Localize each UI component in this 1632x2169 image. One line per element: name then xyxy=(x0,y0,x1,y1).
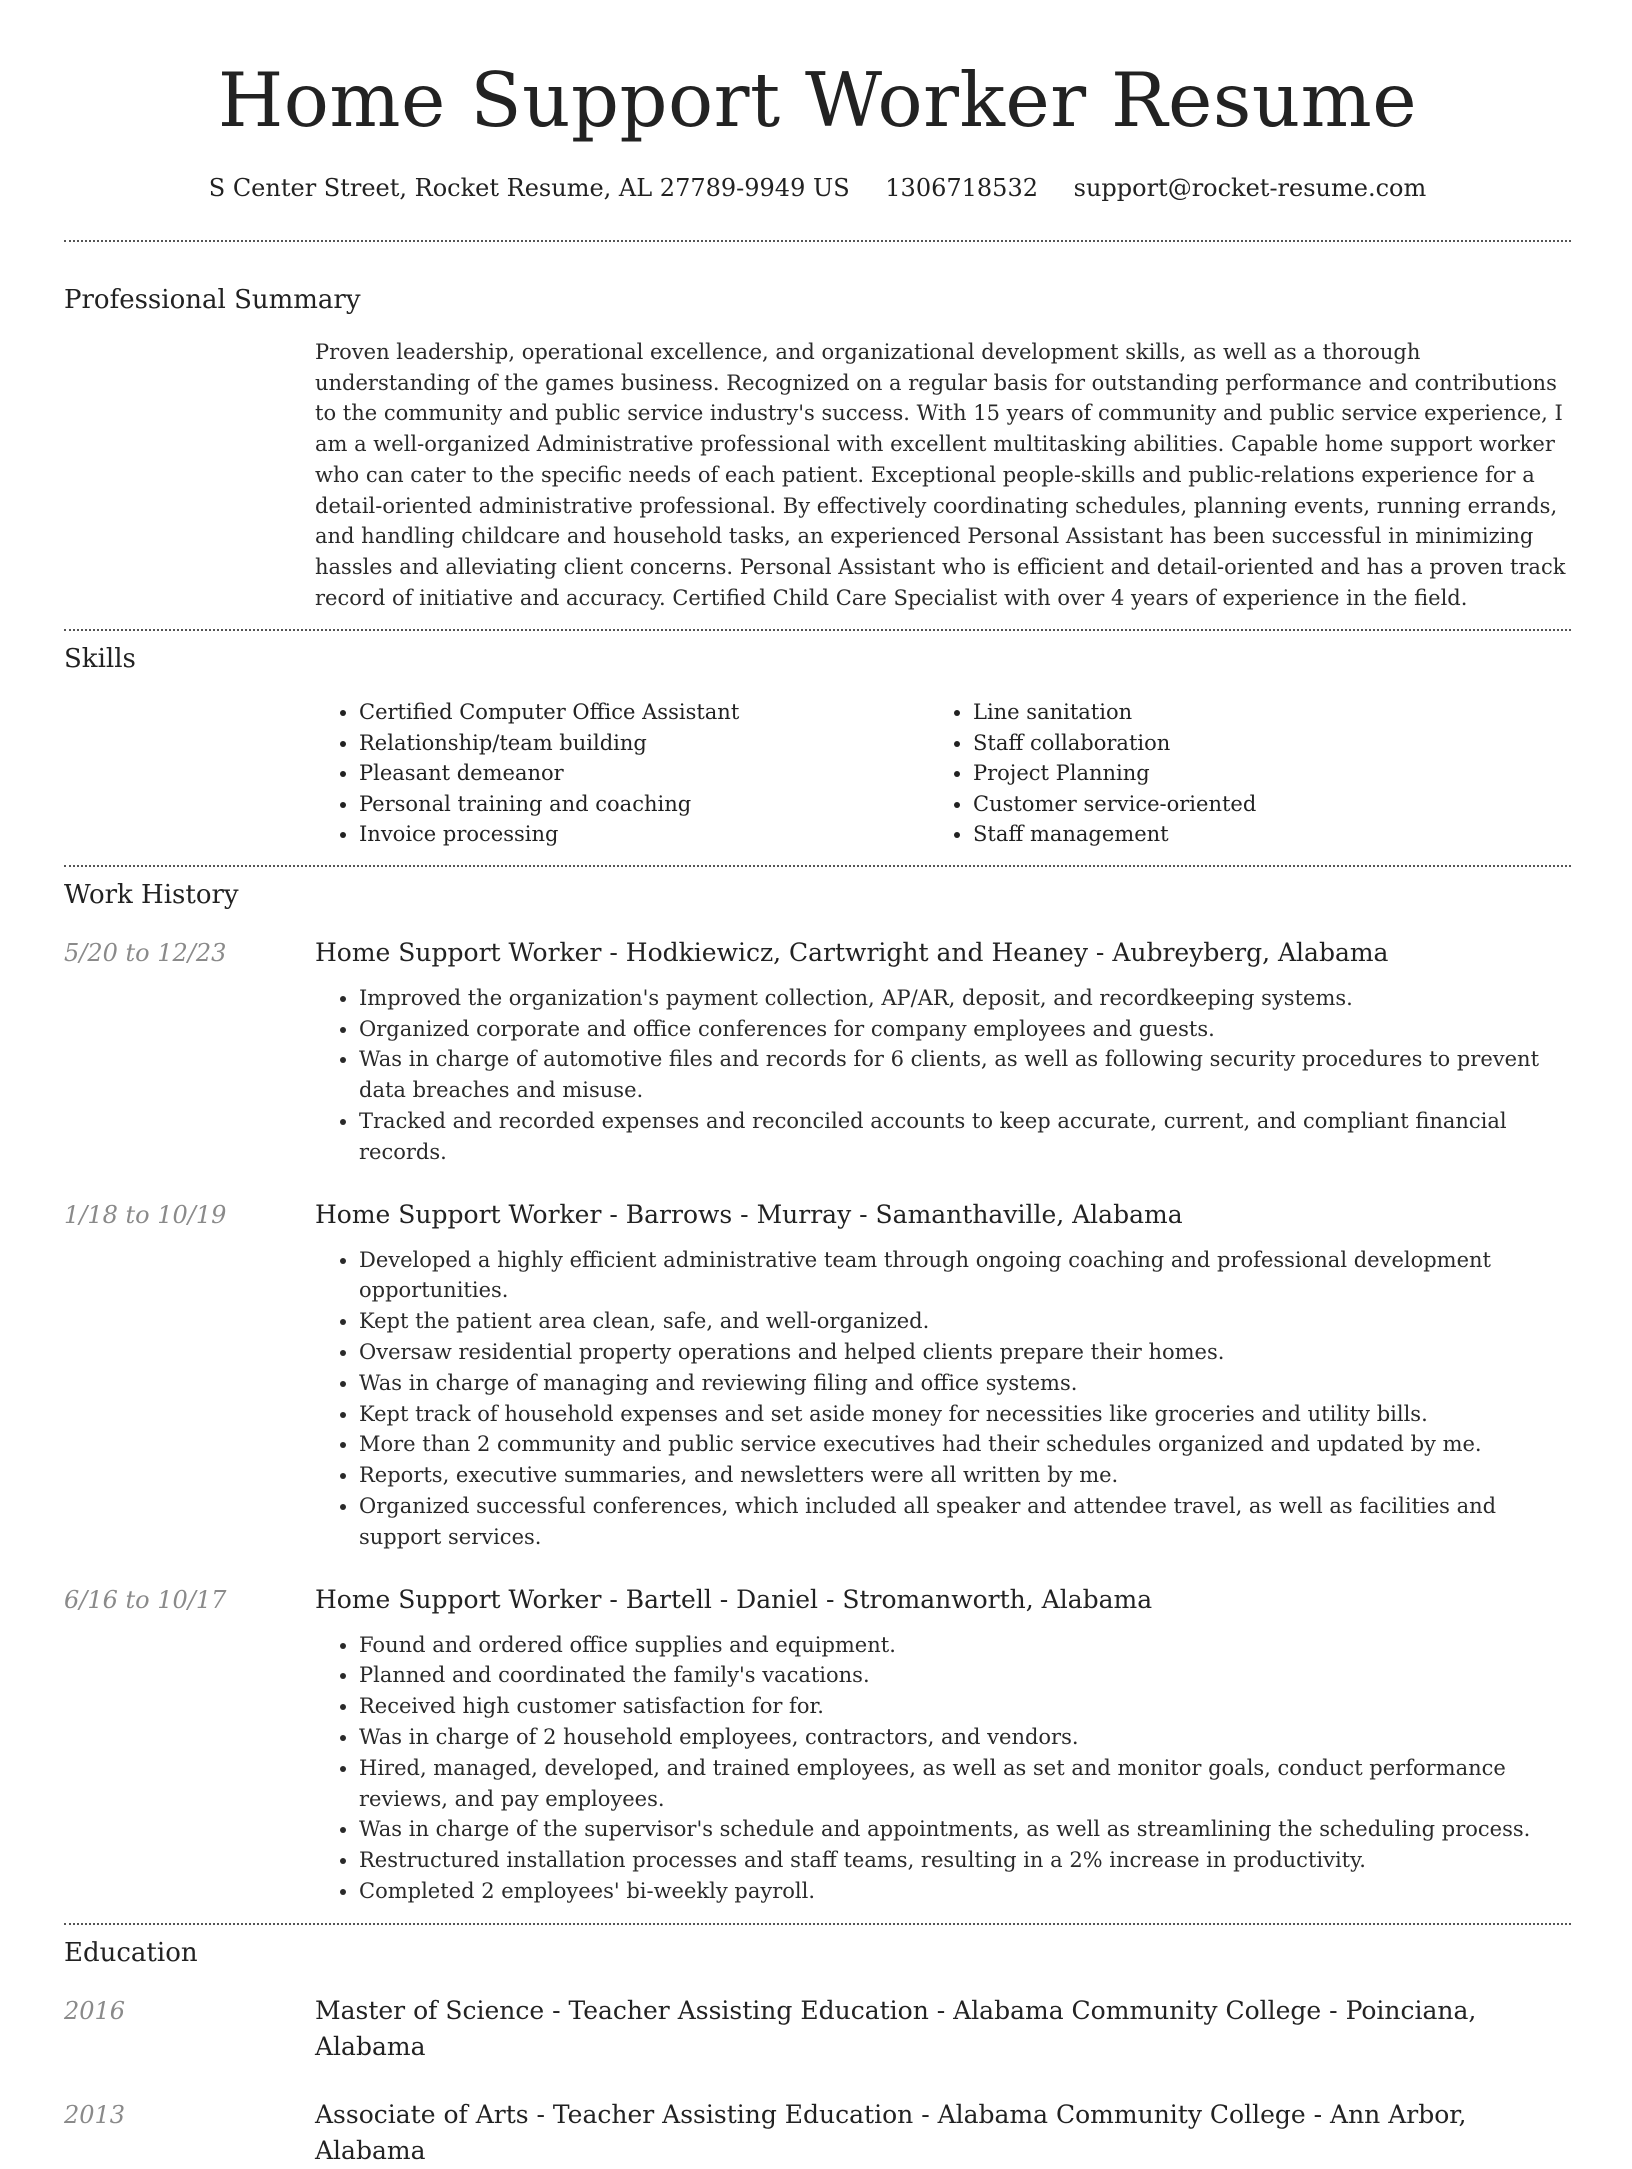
job-dates: 5/20 to 12/23 xyxy=(64,938,227,967)
job-heading: Home Support Worker - Hodkiewicz, Cartwright and Heaney - Aubreyberg, Alabama xyxy=(315,937,1389,967)
list-item: • Planned and coordinated the family's vacations. xyxy=(359,1660,1571,1691)
job-entry xyxy=(64,1197,1571,1553)
list-item: • Improved the organization's payment collection, AP/AR, deposit, and recordkeeping systems. xyxy=(359,983,1571,1014)
email-link[interactable]: support@rocket-resume.com xyxy=(1073,174,1427,202)
section-title-skills: Skills xyxy=(64,644,136,675)
list-item: • Organized corporate and office conferences for company employees and guests. xyxy=(359,1014,1571,1045)
summary-section xyxy=(64,282,1571,613)
skill-item: • Certified Computer Office Assistant xyxy=(359,697,929,728)
divider xyxy=(64,1923,1571,1925)
list-item: • Kept track of household expenses and set aside money for necessities like groceries and utility bills. xyxy=(359,1399,1571,1430)
job-dates: 6/16 to 10/17 xyxy=(64,1585,227,1614)
summary-text: Proven leadership, operational excellence, and organizational development skills, as well as a thorough understanding of the games business. Recognized on a regular basis for outstanding performance and contributions to the community and public service industry's success. With 15 years of community and public service experience, I am a well-organized Administrative professional with excellent multitasking abilities. Capable home support worker who can cater to the specific needs of each patient. Exceptional people-skills and public-relations experience for a detail-oriented administrative professional. By effectively coordinating schedules, planning events, running errands, and handling childcare and household tasks, an experienced Personal Assistant has been successful in minimizing hassles and alleviating client concerns. Personal Assistant who is efficient and detail-oriented and has a proven track record of initiative and accuracy. Certified Child Care Specialist with over 4 years of experience in the field. xyxy=(315,340,1566,610)
skill-item: • Personal training and coaching xyxy=(359,789,929,820)
resume-title: Home Support Worker Resume xyxy=(217,56,1418,144)
job-bullets xyxy=(315,1630,1571,1907)
work-history-section xyxy=(64,877,1571,1907)
skill-item: • Staff management xyxy=(973,819,1543,850)
job-heading: Home Support Worker - Bartell - Daniel - Stromanworth, Alabama xyxy=(315,1584,1153,1614)
section-title-work: Work History xyxy=(64,879,239,910)
skills-list-right xyxy=(929,697,1543,850)
education-entry xyxy=(64,2097,1571,2169)
phone-text: 1306718532 xyxy=(885,174,1038,202)
education-heading: Master of Science - Teacher Assisting Education - Alabama Community College - Poinciana, Alabama xyxy=(315,1995,1477,2061)
job-heading: Home Support Worker - Barrows - Murray - Samanthaville, Alabama xyxy=(315,1199,1183,1229)
divider xyxy=(64,865,1571,867)
job-entry xyxy=(64,1582,1571,1907)
education-heading: Associate of Arts - Teacher Assisting Education - Alabama Community College - Ann Arbor, Alabama xyxy=(315,2099,1467,2165)
list-item: • More than 2 community and public service executives had their schedules organized and updated by me. xyxy=(359,1429,1571,1460)
contact-line xyxy=(64,170,1571,206)
skill-item: • Relationship/team building xyxy=(359,728,929,759)
address-text: S Center Street, Rocket Resume, AL 27789-9949 US xyxy=(208,174,850,202)
list-item: • Reports, executive summaries, and newsletters were all written by me. xyxy=(359,1460,1571,1491)
list-item: • Completed 2 employees' bi-weekly payroll. xyxy=(359,1876,1571,1907)
list-item: • Was in charge of managing and reviewing filing and office systems. xyxy=(359,1368,1571,1399)
job-bullets xyxy=(315,983,1571,1168)
list-item: • Was in charge of the supervisor's schedule and appointments, as well as streamlining the scheduling process. xyxy=(359,1814,1571,1845)
list-item: • Developed a highly efficient administrative team through ongoing coaching and professional development opportunities. xyxy=(359,1245,1571,1307)
list-item: • Kept the patient area clean, safe, and well-organized. xyxy=(359,1306,1571,1337)
divider xyxy=(64,240,1571,242)
list-item: • Organized successful conferences, which included all speaker and attendee travel, as well as facilities and support services. xyxy=(359,1491,1571,1553)
resume-page xyxy=(64,0,1571,2169)
job-dates: 1/18 to 10/19 xyxy=(64,1200,227,1229)
list-item: • Found and ordered office supplies and equipment. xyxy=(359,1630,1571,1661)
list-item: • Oversaw residential property operations and helped clients prepare their homes. xyxy=(359,1337,1571,1368)
education-year: 2016 xyxy=(64,1996,126,2025)
list-item: • Restructured installation processes and staff teams, resulting in a 2% increase in productivity. xyxy=(359,1845,1571,1876)
section-title-education: Education xyxy=(64,1937,198,1968)
list-item: • Tracked and recorded expenses and reconciled accounts to keep accurate, current, and compliant financial records. xyxy=(359,1106,1571,1168)
education-section xyxy=(64,1935,1571,2169)
list-item: • Was in charge of 2 household employees, contractors, and vendors. xyxy=(359,1722,1571,1753)
list-item: • Was in charge of automotive files and records for 6 clients, as well as following security procedures to prevent data breaches and misuse. xyxy=(359,1044,1571,1106)
section-title-summary: Professional Summary xyxy=(64,285,361,315)
skill-item: • Pleasant demeanor xyxy=(359,758,929,789)
list-item: • Hired, managed, developed, and trained employees, as well as set and monitor goals, conduct performance reviews, and pay employees. xyxy=(359,1753,1571,1815)
education-entry xyxy=(64,1993,1571,2065)
skill-item: • Project Planning xyxy=(973,758,1543,789)
skill-item: • Invoice processing xyxy=(359,819,929,850)
skill-item: • Customer service-oriented xyxy=(973,789,1543,820)
job-entry xyxy=(64,935,1571,1168)
divider xyxy=(64,629,1571,631)
job-bullets xyxy=(315,1245,1571,1553)
skill-item: • Staff collaboration xyxy=(973,728,1543,759)
education-year: 2013 xyxy=(64,2100,126,2129)
skills-section xyxy=(64,641,1571,850)
list-item: • Received high customer satisfaction for for. xyxy=(359,1691,1571,1722)
skills-list-left xyxy=(315,697,929,850)
skill-item: • Line sanitation xyxy=(973,697,1543,728)
